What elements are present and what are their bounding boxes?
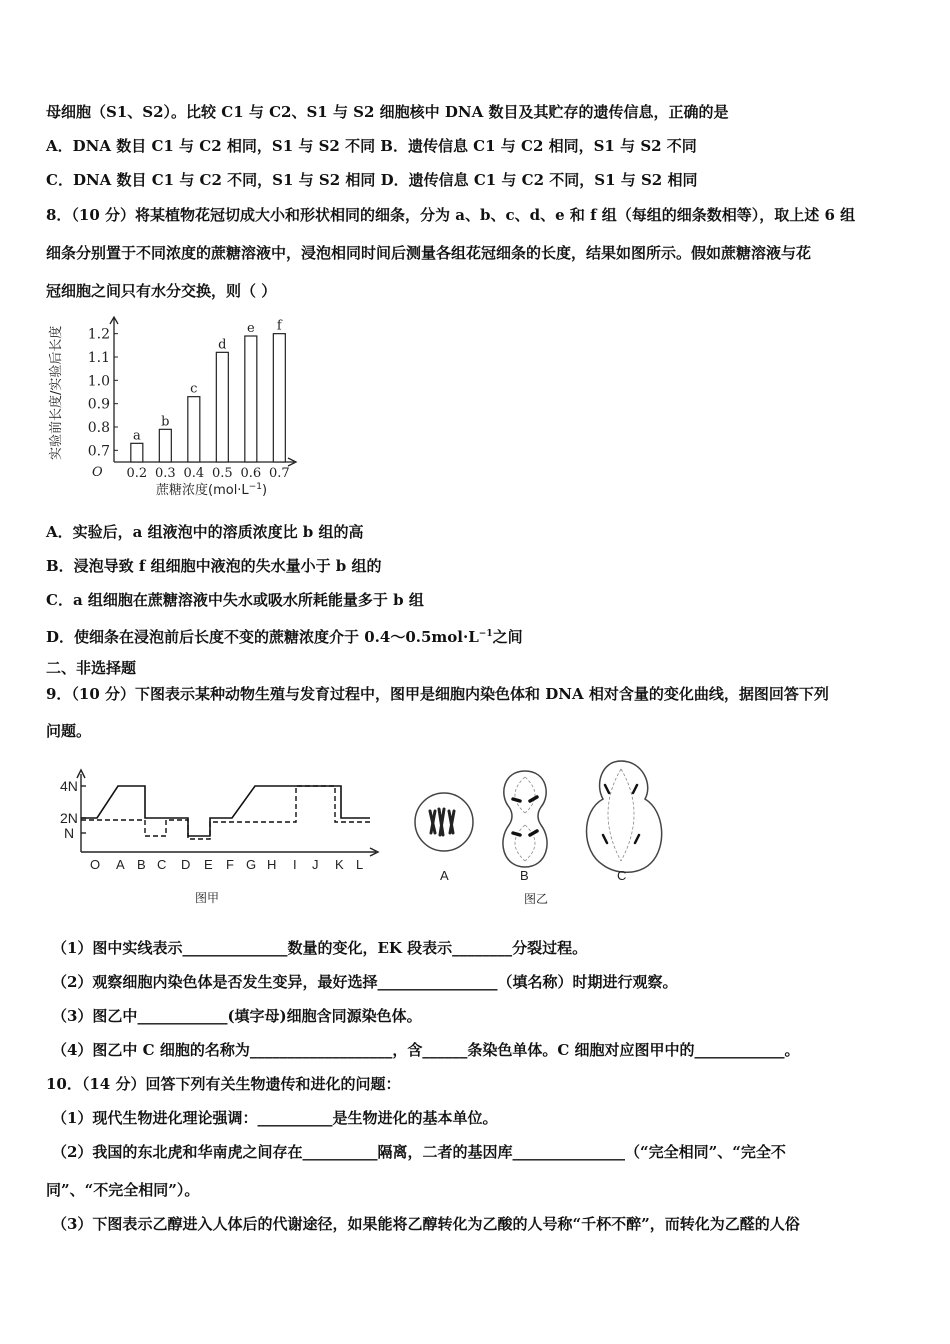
q9-sub2[interactable]: （2）观察细胞内染色体是否发生变异，最好选择________________（填名称）时期进行观察。 <box>52 973 678 991</box>
bar-d <box>216 352 228 462</box>
bar-a <box>131 443 143 462</box>
xtick-o: O <box>90 857 101 872</box>
bar-c <box>188 397 200 462</box>
y-tick-label: 1.0 <box>87 373 110 390</box>
cell-label-a: A <box>440 868 449 883</box>
x-axis-title-sup: −1 <box>248 482 262 492</box>
y-tick-label: 1.2 <box>87 326 110 343</box>
y-axis-title: 实验前长度/实验后长度 <box>49 325 64 460</box>
xtick-j: J <box>312 857 319 872</box>
q8-option-d-sup: −1 <box>478 629 493 639</box>
q8-bar-chart <box>44 310 314 500</box>
q9-sub3[interactable]: （3）图乙中____________(填字母)细胞含同源染色体。 <box>52 1007 422 1025</box>
y-tick-label: 0.7 <box>87 443 110 460</box>
x-axis-title-end: ) <box>261 483 268 498</box>
bar-label-e: e <box>246 321 255 336</box>
q8-option-d[interactable] <box>46 624 523 647</box>
q7-options-cd[interactable]: C．DNA 数目 C1 与 C2 不同，S1 与 S2 相同 D．遗传信息 C1 与 C2 不同，S1 与 S2 相同 <box>46 171 698 189</box>
q9-stem-line1: 9．（10 分）下图表示某种动物生殖与发育过程中，图甲是细胞内染色体和 DNA 相对含量的变化曲线，据图回答下列 <box>46 685 829 703</box>
xtick-l: L <box>356 857 364 872</box>
cell-a <box>415 793 473 851</box>
bar-label-b: b <box>161 414 170 430</box>
xtick-k: K <box>335 857 344 872</box>
section-heading: 二、非选择题 <box>46 659 137 677</box>
xtick-f: F <box>226 857 234 872</box>
x-axis-title-main: 蔗糖浓度(mol·L <box>156 483 249 498</box>
y-tick-label: 0.8 <box>87 420 110 436</box>
ytick-4n: 4N <box>60 778 78 794</box>
y-tick-label: 1.1 <box>87 350 110 366</box>
q9-sub4[interactable]: （4）图乙中 C 细胞的名称为___________________，含______条染色单体。C 细胞对应图甲中的____________。 <box>52 1041 800 1059</box>
bar-b <box>159 429 171 462</box>
xtick-e: E <box>204 857 213 872</box>
x-tick-label: 0.3 <box>154 466 176 481</box>
q8-option-d-text: D．使细条在浸泡前后长度不变的蔗糖浓度介于 0.4～0.5mol·L <box>46 628 479 646</box>
x-axis-title <box>156 482 267 498</box>
xtick-b: B <box>137 857 146 872</box>
bar-label-c: c <box>190 381 198 397</box>
cell-label-c: C <box>617 868 627 883</box>
cell-a-chromosomes <box>430 809 454 835</box>
bar-label-a: a <box>132 428 141 444</box>
x-tick-label: 0.6 <box>240 466 262 481</box>
ytick-n: N <box>64 825 75 841</box>
x-tick-label: 0.2 <box>126 466 148 481</box>
q9-sub1[interactable]: （1）图中实线表示______________数量的变化，EK 段表示________分裂过程。 <box>52 939 588 957</box>
ytick-2n: 2N <box>60 810 78 826</box>
q8-option-a[interactable]: A．实验后，a 组液泡中的溶质浓度比 b 组的高 <box>46 523 364 541</box>
caption-jia: 图甲 <box>195 891 220 905</box>
bar-label-d: d <box>218 337 227 353</box>
xtick-i: I <box>293 857 297 872</box>
xtick-a: A <box>116 857 125 872</box>
bar-f <box>273 334 285 462</box>
q9-stem-line2: 问题。 <box>46 722 92 740</box>
x-tick-label: 0.4 <box>183 466 205 481</box>
dashed-curve <box>81 786 370 839</box>
q10-sub2-line1[interactable]: （2）我国的东北虎和华南虎之间存在__________隔离，二者的基因库_______________（“完全相同”、“完全不 <box>52 1143 786 1161</box>
xtick-c: C <box>157 857 167 872</box>
q7-options-ab[interactable]: A．DNA 数目 C1 与 C2 相同，S1 与 S2 不同 B．遗传信息 C1 与 C2 相同，S1 与 S2 不同 <box>46 137 697 155</box>
x-tick-label: 0.7 <box>268 466 290 481</box>
q10-sub1[interactable]: （1）现代生物进化理论强调：__________是生物进化的基本单位。 <box>52 1109 498 1127</box>
q10-sub2-line2: 同”、“不完全相同”）。 <box>46 1181 200 1199</box>
q8-option-c[interactable]: C．a 组细胞在蔗糖溶液中失水或吸水所耗能量多于 b 组 <box>46 591 424 609</box>
xtick-h: H <box>267 857 277 872</box>
bar-e <box>245 336 257 462</box>
q7-stem-continued: 母细胞（S1、S2）。比较 C1 与 C2、S1 与 S2 细胞核中 DNA 数目及其贮存的遗传信息，正确的是 <box>46 103 729 121</box>
cell-c <box>587 761 662 872</box>
q9-figure-jia <box>50 766 390 916</box>
xtick-d: D <box>181 857 191 872</box>
y-tick-label: 0.9 <box>87 396 110 413</box>
q8-stem-line1: 8．（10 分）将某植物花冠切成大小和形状相同的细条，分为 a、b、c、d、e 和 f 组（每组的细条数相等），取上述 6 组 <box>46 206 856 224</box>
xtick-g: G <box>246 857 257 872</box>
x-tick-label: 0.5 <box>211 466 233 481</box>
cell-b-membrane <box>503 771 547 867</box>
q8-stem-line3: 冠细胞之间只有水分交换，则（ ） <box>46 282 277 300</box>
cell-label-b: B <box>520 868 529 883</box>
caption-yi: 图乙 <box>524 892 549 906</box>
q8-option-d-end: 之间 <box>492 628 523 646</box>
q9-figure-yi <box>405 755 675 915</box>
origin-label: O <box>92 465 103 480</box>
q10-stem: 10．（14 分）回答下列有关生物遗传和进化的问题： <box>46 1075 401 1093</box>
q8-option-b[interactable]: B．浸泡导致 f 组细胞中液泡的失水量小于 b 组的 <box>46 557 382 575</box>
cell-a-membrane <box>415 793 473 851</box>
bar-label-f: f <box>276 318 282 334</box>
q10-sub3: （3）下图表示乙醇进入人体后的代谢途径，如果能将乙醇转化为乙酸的人号称“千杯不醉”，而转化为乙醛的人俗 <box>52 1215 800 1233</box>
q8-stem-line2: 细条分别置于不同浓度的蔗糖溶液中，浸泡相同时间后测量各组花冠细条的长度，结果如图所示。假如蔗糖溶液与花 <box>46 244 812 262</box>
cell-b <box>503 771 547 867</box>
solid-curve <box>81 786 370 836</box>
